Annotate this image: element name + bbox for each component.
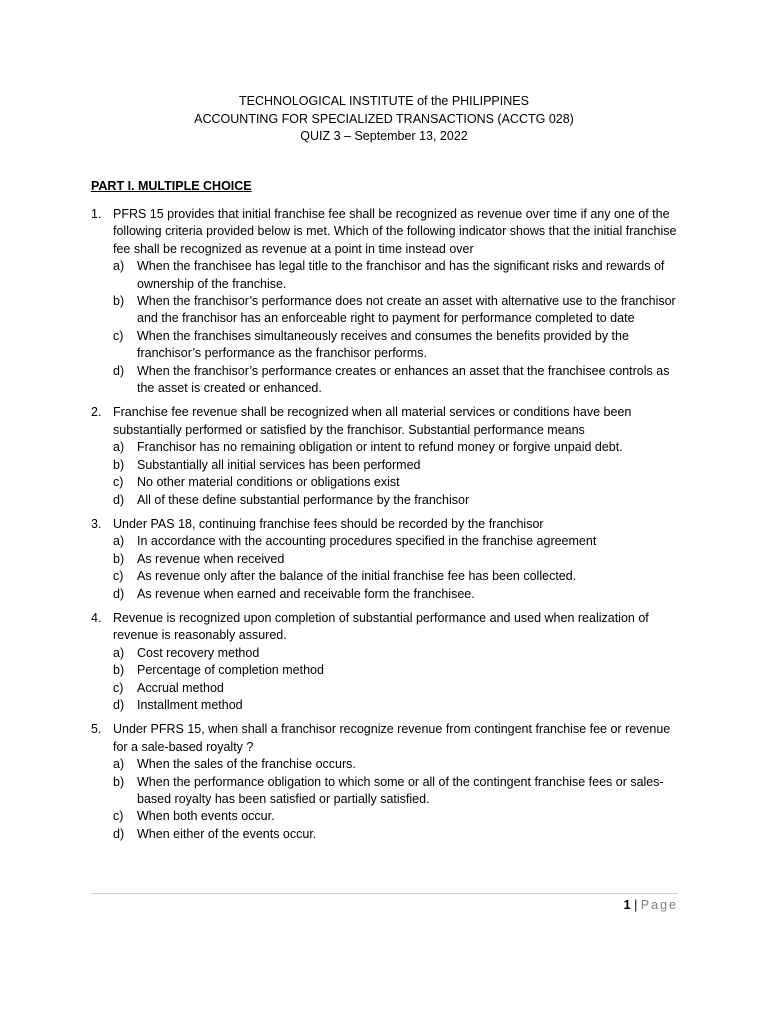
answer-option — [113, 439, 681, 456]
question-number: 2. — [91, 405, 102, 420]
answer-option — [113, 586, 681, 603]
answer-option — [113, 826, 681, 843]
answer-option — [113, 662, 681, 679]
question-number: 4. — [91, 610, 102, 625]
option-text: When the franchisor’s performance creates or enhances an asset that the franchisee controls as the asset is created or enhanced. — [137, 363, 670, 396]
question-item — [91, 404, 681, 508]
option-list — [113, 533, 681, 603]
question-text: Revenue is recognized upon completion of substantial performance and used when realization of revenue is reasonably assured. — [113, 610, 649, 643]
answer-option — [113, 457, 681, 474]
answer-option — [113, 756, 681, 773]
question-item — [91, 516, 681, 603]
page-number: 1 — [623, 898, 631, 912]
option-text: When the franchisor’s performance does not create an asset with alternative use to the franchisor and the franchisor has an enforceable right to payment for performance completed to date — [137, 294, 676, 326]
option-letter: b) — [113, 457, 125, 472]
question-text: Under PFRS 15, when shall a franchisor recognize revenue from contingent franchise fee or revenue for a sale-based royalty ? — [113, 722, 671, 754]
question-item — [91, 206, 681, 397]
answer-option — [113, 258, 681, 293]
option-letter: b) — [113, 294, 125, 309]
option-letter: d) — [113, 826, 125, 841]
option-text: Franchisor has no remaining obligation or intent to refund money or forgive unpaid debt. — [137, 440, 623, 455]
answer-option — [113, 492, 681, 509]
option-text: Percentage of completion method — [137, 663, 324, 678]
question-text: Under PAS 18, continuing franchise fees should be recorded by the franchisor — [113, 516, 544, 531]
question-list — [91, 206, 681, 850]
option-list — [113, 645, 681, 715]
option-letter: a) — [113, 645, 125, 660]
option-text: When the sales of the franchise occurs. — [137, 757, 356, 772]
answer-option — [113, 474, 681, 491]
option-text: All of these define substantial performance by the franchisor — [137, 492, 470, 507]
question-number: 5. — [91, 722, 102, 737]
option-letter: b) — [113, 663, 125, 678]
answer-option — [113, 533, 681, 550]
question-text: Franchise fee revenue shall be recognized when all material services or conditions have been substantially performed or satisfied by the franchisor. Substantial performance means — [113, 405, 632, 437]
option-letter: b) — [113, 551, 125, 566]
answer-option — [113, 774, 681, 809]
option-letter: c) — [113, 328, 124, 343]
quiz-title: QUIZ 3 – September 13, 2022 — [300, 129, 468, 143]
question-stem — [91, 610, 681, 645]
page-footer — [624, 898, 678, 912]
option-letter: c) — [113, 569, 124, 584]
question-stem — [91, 206, 681, 258]
option-text: When the franchises simultaneously receives and consumes the benefits provided by the franchisor’s performance as the franchisor performs. — [137, 328, 629, 361]
document-header — [0, 93, 768, 146]
option-text: When either of the events occur. — [137, 826, 317, 841]
answer-option — [113, 697, 681, 714]
answer-option — [113, 328, 681, 363]
option-letter: d) — [113, 586, 125, 601]
option-text: As revenue when received — [137, 551, 285, 566]
question-number: 3. — [91, 516, 102, 531]
institute-name: TECHNOLOGICAL INSTITUTE of the PHILIPPINES — [239, 94, 529, 108]
option-letter: a) — [113, 259, 125, 274]
option-list — [113, 756, 681, 843]
answer-option — [113, 645, 681, 662]
answer-option — [113, 680, 681, 697]
answer-option — [113, 808, 681, 825]
footer-divider — [91, 893, 678, 894]
page-separator: | — [634, 898, 638, 912]
question-item — [91, 610, 681, 714]
answer-option — [113, 363, 681, 398]
option-text: When the performance obligation to which some or all of the contingent franchise fees or sales-based royalty has been satisfied or partially satisfied. — [137, 774, 664, 806]
option-letter: a) — [113, 440, 125, 455]
option-text: In accordance with the accounting procedures specified in the franchise agreement — [137, 534, 597, 549]
course-title: ACCOUNTING FOR SPECIALIZED TRANSACTIONS (ACCTG 028) — [194, 111, 574, 126]
answer-option — [113, 293, 681, 328]
option-text: When both events occur. — [137, 809, 275, 824]
option-letter: a) — [113, 757, 125, 772]
option-letter: c) — [113, 809, 124, 824]
question-stem — [91, 721, 681, 756]
page-label: Page — [640, 898, 678, 912]
question-item — [91, 721, 681, 843]
option-letter: d) — [113, 363, 125, 378]
question-text: PFRS 15 provides that initial franchise fee shall be recognized as revenue over time if any one of the following criteria provided below is met. Which of the following indicator shows that the initial franchise fee shall be recognized as revenue at a point in time instead over — [113, 207, 677, 256]
option-letter: a) — [113, 534, 125, 549]
option-text: Cost recovery method — [137, 645, 260, 660]
option-text: As revenue when earned and receivable form the franchisee. — [137, 586, 475, 601]
option-list — [113, 258, 681, 397]
option-text: As revenue only after the balance of the initial franchise fee has been collected. — [137, 569, 577, 584]
option-text: Installment method — [137, 697, 243, 712]
option-list — [113, 439, 681, 509]
option-letter: c) — [113, 680, 124, 695]
option-letter: b) — [113, 774, 125, 789]
option-letter: c) — [113, 475, 124, 490]
option-letter: d) — [113, 697, 125, 712]
question-stem — [91, 404, 681, 439]
option-text: Substantially all initial services has been performed — [137, 457, 421, 472]
question-number: 1. — [91, 207, 102, 221]
option-text: Accrual method — [137, 680, 224, 695]
option-text: When the franchisee has legal title to the franchisor and has the significant risks and rewards of ownership of the franchise. — [137, 259, 665, 291]
question-stem — [91, 516, 681, 533]
option-letter: d) — [113, 492, 125, 507]
section-title: PART I. MULTIPLE CHOICE — [91, 179, 252, 193]
answer-option — [113, 568, 681, 585]
answer-option — [113, 551, 681, 568]
option-text: No other material conditions or obligations exist — [137, 475, 400, 490]
